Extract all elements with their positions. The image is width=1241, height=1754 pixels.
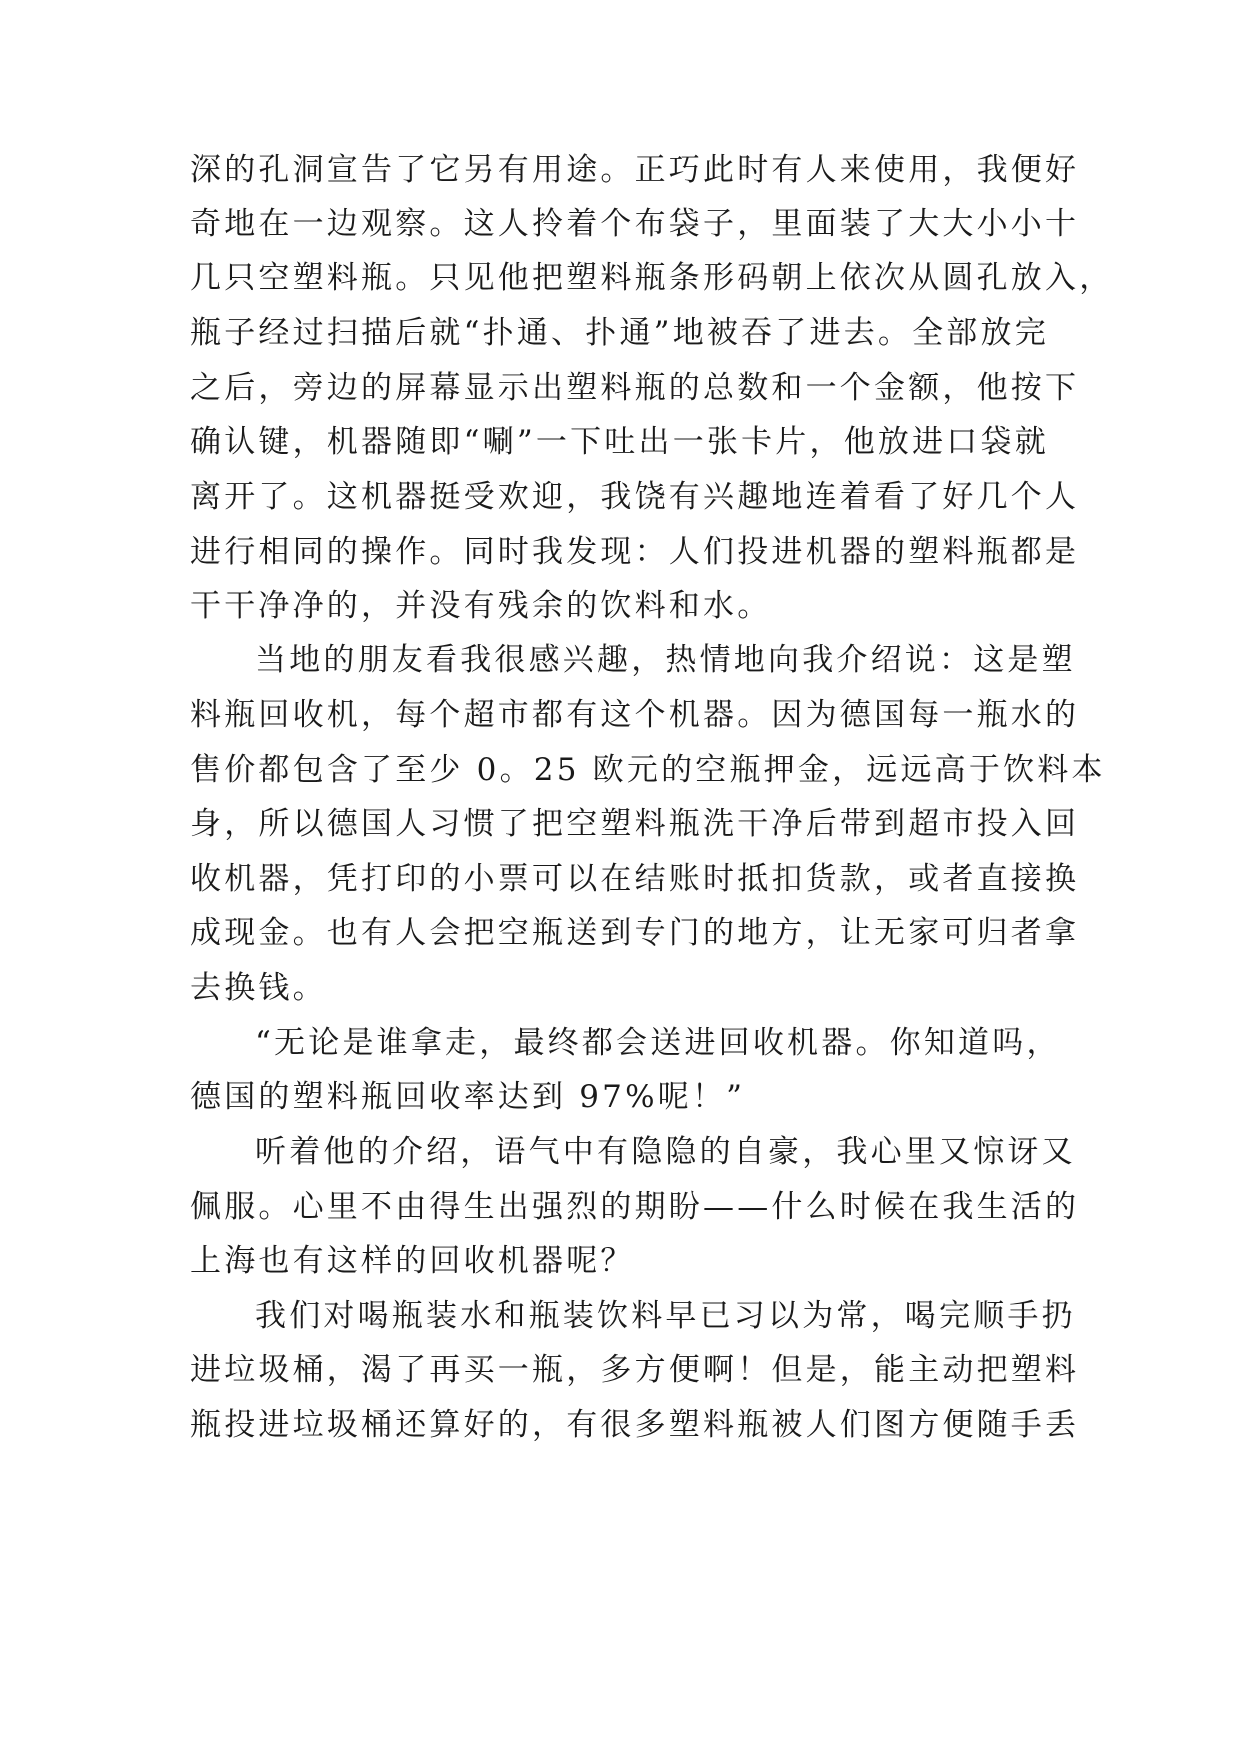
text-line: 瓶子经过扫描后就“扑通、扑通”地被吞了进去。全部放完 xyxy=(190,315,1049,351)
text-line: 确认键，机器随即“唰”一下吐出一张卡片，他放进口袋就 xyxy=(190,424,1049,460)
text-line: 德国的塑料瓶回收率达到 97%呢！” xyxy=(190,1079,746,1115)
text-line: 干干净净的，并没有残余的饮料和水。 xyxy=(190,588,772,624)
text-line: 几只空塑料瓶。只见他把塑料瓶条形码朝上依次从圆孔放入， xyxy=(190,260,1114,296)
text-line: 瓶投进垃圾桶还算好的，有很多塑料瓶被人们图方便随手丢 xyxy=(190,1407,1080,1443)
text-line: “无论是谁拿走，最终都会送进回收机器。你知道吗， xyxy=(255,1025,1061,1061)
text-line: 料瓶回收机，每个超市都有这个机器。因为德国每一瓶水的 xyxy=(190,697,1080,733)
text-line: 我们对喝瓶装水和瓶装饮料早已习以为常，喝完顺手扔 xyxy=(255,1298,1076,1334)
text-line: 身，所以德国人习惯了把空塑料瓶洗干净后带到超市投入回 xyxy=(190,806,1080,842)
text-line: 成现金。也有人会把空瓶送到专门的地方，让无家可归者拿 xyxy=(190,915,1080,951)
text-line: 售价都包含了至少 0。25 欧元的空瓶押金，远远高于饮料本 xyxy=(190,752,1106,788)
text-line: 收机器，凭打印的小票可以在结账时抵扣货款，或者直接换 xyxy=(190,861,1080,897)
text-line: 上海也有这样的回收机器呢？ xyxy=(190,1243,635,1279)
text-line: 进行相同的操作。同时我发现：人们投进机器的塑料瓶都是 xyxy=(190,534,1080,570)
text-line: 进垃圾桶，渴了再买一瓶，多方便啊！但是，能主动把塑料 xyxy=(190,1352,1080,1388)
text-line: 听着他的介绍，语气中有隐隐的自豪，我心里又惊讶又 xyxy=(255,1134,1076,1170)
text-line: 深的孔洞宣告了它另有用途。正巧此时有人来使用，我便好 xyxy=(190,152,1080,188)
text-line: 佩服。心里不由得生出强烈的期盼——什么时候在我生活的 xyxy=(190,1189,1080,1225)
text-line: 去换钱。 xyxy=(190,970,327,1006)
text-line: 离开了。这机器挺受欢迎，我饶有兴趣地连着看了好几个人 xyxy=(190,479,1080,515)
text-line: 当地的朋友看我很感兴趣，热情地向我介绍说：这是塑 xyxy=(255,642,1076,678)
text-line: 之后，旁边的屏幕显示出塑料瓶的总数和一个金额，他按下 xyxy=(190,370,1080,406)
text-line: 奇地在一边观察。这人拎着个布袋子，里面装了大大小小十 xyxy=(190,206,1080,242)
